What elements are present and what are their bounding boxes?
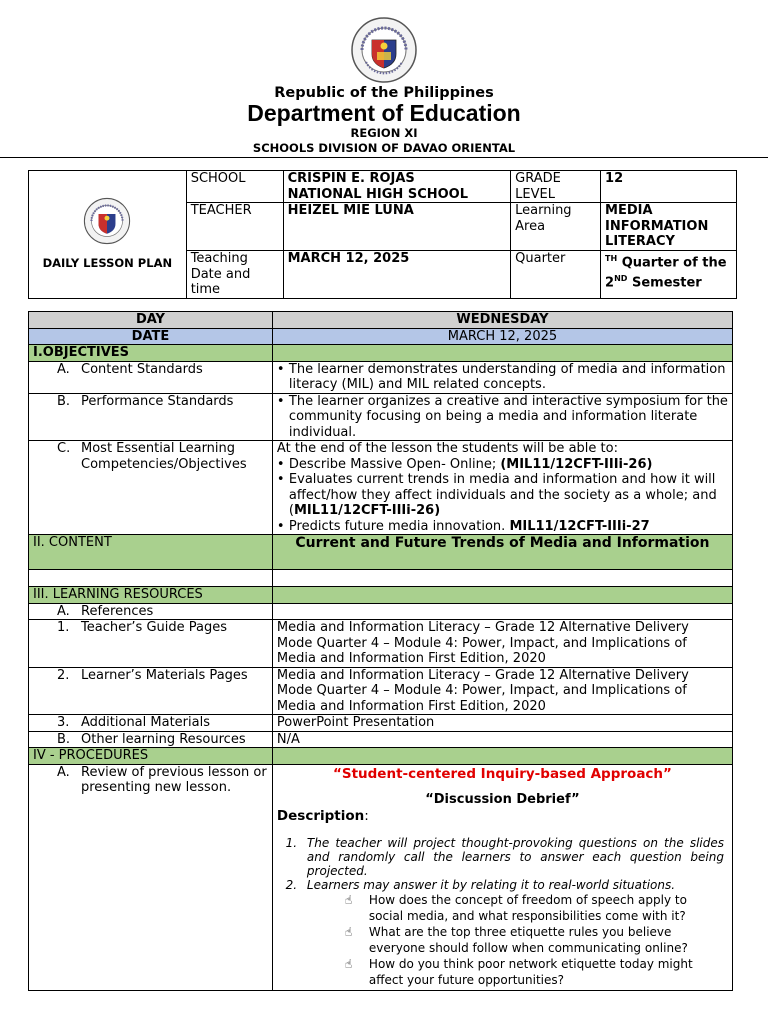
content-standards-marker: A. (57, 361, 70, 377)
question-item (345, 956, 724, 988)
content-standards-value (272, 361, 732, 393)
questions-list (277, 892, 728, 988)
melc-item-1 (277, 457, 728, 473)
question-text: How does the concept of freedom of speech apply to social media, and what responsibilities come with it? (368, 893, 687, 923)
content-title: Current and Future Trends of Media and Information (272, 535, 732, 570)
objectives-empty (272, 345, 732, 362)
bullet: • (276, 518, 285, 534)
pointing-hand-icon: ☝ (344, 893, 353, 907)
procedures-empty (272, 748, 732, 765)
date-value: MARCH 12, 2025 (272, 328, 732, 345)
performance-standards-marker: B. (57, 393, 71, 409)
melc-item-2 (277, 472, 728, 519)
teachers-guide-text: Teacher’s Guide Pages (81, 620, 228, 635)
school-label: SCHOOL (186, 171, 283, 203)
school-line1: CRISPIN E. ROJAS (287, 171, 415, 186)
bullet: • (276, 456, 285, 472)
melc-marker: C. (57, 441, 71, 456)
republic-heading: Republic of the Philippines (274, 85, 494, 101)
spacer-right (272, 570, 732, 587)
melc3-text: Predicts future media innovation. (288, 518, 510, 534)
teaching-date-label: Teaching Date and time (186, 251, 283, 299)
spacer-left (29, 570, 273, 587)
pointing-hand-icon: ☝ (344, 957, 353, 971)
quarter-sup2: ND (614, 273, 628, 283)
question-item (345, 924, 724, 956)
learning-resources-empty (272, 587, 732, 604)
melc3-code: MIL11/12CFT-IIIi-27 (509, 518, 650, 534)
quarter-sup: TH (605, 254, 618, 263)
other-resources-label (29, 731, 273, 748)
references-empty (272, 603, 732, 620)
learners-materials-text: Learner’s Materials Pages (81, 667, 248, 683)
teachers-guide-label (29, 620, 273, 668)
objectives-heading: I.OBJECTIVES (29, 345, 273, 362)
learning-area-value: MEDIA INFORMATION LITERACY (601, 203, 737, 251)
additional-materials-marker: 3. (57, 715, 70, 730)
additional-materials-text: Additional Materials (81, 715, 210, 730)
references-marker: A. (57, 603, 70, 619)
teacher-value: HEIZEL MIE LUNA (283, 203, 511, 251)
procedures-heading: IV - PROCEDURES (29, 748, 273, 765)
learning-area-label: Learning Area (511, 203, 601, 251)
review-text: Review of previous lesson or presenting new lesson. (81, 764, 267, 795)
dlp-label: DAILY LESSON PLAN (42, 255, 173, 270)
references-label (29, 603, 273, 620)
learners-materials-value: Media and Information Literacy – Grade 12 Alternative Delivery Mode Quarter 4 – Module 4: Power, Impact, and Implications of Media and Information First Edition, 2020 (272, 667, 732, 715)
day-value: WEDNESDAY (272, 312, 732, 329)
performance-standards-text-value: The learner organizes a creative and interactive symposium for the community focusing on being a media and information literate individual. (288, 393, 728, 440)
deped-logo-icon (83, 197, 131, 245)
melc2-code: MIL11/12CFT-IIIi-26) (294, 503, 441, 518)
day-label: DAY (29, 312, 273, 329)
learners-materials-marker: 2. (57, 667, 70, 683)
deped-seal (350, 16, 418, 84)
steps-list (277, 836, 728, 892)
bullet: • (276, 393, 285, 409)
step-item: 2. Learners may answer it by relating it to real-world situations. (301, 878, 724, 892)
review-value (272, 764, 732, 991)
review-label (29, 764, 273, 991)
melc-text: Most Essential Learning Competencies/Objectives (81, 441, 247, 472)
lesson-info-table (28, 170, 737, 299)
quarter-label: Quarter (511, 251, 601, 299)
lesson-plan-table (28, 311, 733, 991)
grade-value: 12 (601, 171, 737, 203)
performance-standards-text: Performance Standards (81, 393, 234, 409)
teachers-guide-value: Media and Information Literacy – Grade 12 Alternative Delivery Mode Quarter 4 – Module 4: Power, Impact, and Implications of Media and Information First Edition, 2020 (272, 620, 732, 668)
teachers-guide-marker: 1. (57, 620, 70, 635)
question-item (345, 892, 724, 924)
review-marker: A. (57, 764, 70, 780)
description-label: Description (276, 807, 365, 824)
question-text: How do you think poor network etiquette today might affect your future opportunities? (368, 957, 693, 987)
school-line2: NATIONAL HIGH SCHOOL (287, 186, 468, 202)
division-heading: SCHOOLS DIVISION OF DAVAO ORIENTAL (252, 141, 516, 155)
date-label: DATE (29, 328, 273, 345)
bullet: • (276, 472, 285, 487)
additional-materials-value: PowerPoint Presentation (272, 715, 732, 732)
grade-label: GRADE LEVEL (511, 171, 601, 203)
step-item: 1. The teacher will project thought-provoking questions on the slides and randomly call the learners to answer each question being projected. (301, 836, 724, 878)
description-heading (277, 809, 728, 825)
description-colon: : (364, 807, 369, 824)
other-resources-text: Other learning Resources (81, 731, 246, 747)
learning-resources-heading: III. LEARNING RESOURCES (29, 587, 273, 604)
other-resources-value: N/A (272, 731, 732, 748)
melc-intro: At the end of the lesson the students will be able to: (276, 441, 618, 456)
approach-title: “Student-centered Inquiry-based Approach” (332, 765, 672, 782)
school-value (283, 171, 511, 203)
content-standards-text: Content Standards (81, 361, 203, 377)
activity-title: “Discussion Debrief” (425, 792, 580, 807)
other-resources-marker: B. (57, 731, 71, 747)
references-text: References (81, 603, 154, 619)
department-heading: Department of Education (247, 100, 521, 126)
melc1-code: (MIL11/12CFT-IIIi-26) (500, 456, 653, 472)
dlp-logo-cell (29, 171, 187, 299)
melc-value (272, 441, 732, 535)
teaching-date-value: MARCH 12, 2025 (283, 251, 511, 299)
additional-materials-label (29, 715, 273, 732)
content-standards-label (29, 361, 273, 393)
performance-standards-label (29, 393, 273, 441)
quarter-end: Semester (627, 275, 702, 291)
content-heading: II. CONTENT (29, 535, 273, 570)
quarter-value (601, 251, 737, 299)
melc2-text: Evaluates current trends in media and information and how it will affect/how they affect individuals and the society as a whole; and ( (288, 472, 717, 518)
quarter-mid: Quarter of the 2 (605, 255, 727, 291)
header-divider (0, 157, 768, 158)
pointing-hand-icon: ☝ (344, 925, 353, 939)
teacher-label: TEACHER (186, 203, 283, 251)
performance-standards-value (272, 393, 732, 441)
melc-label (29, 441, 273, 535)
learners-materials-label (29, 667, 273, 715)
melc-item-3 (277, 519, 728, 535)
melc1-text: Describe Massive Open- Online; (288, 456, 501, 472)
question-text: What are the top three etiquette rules you believe everyone should follow when communicating online? (368, 925, 688, 955)
region-heading: REGION XI (350, 126, 418, 140)
bullet: • (276, 361, 285, 377)
content-standards-text-value: The learner demonstrates understanding of media and information literacy (MIL) and MIL related concepts. (288, 361, 726, 392)
